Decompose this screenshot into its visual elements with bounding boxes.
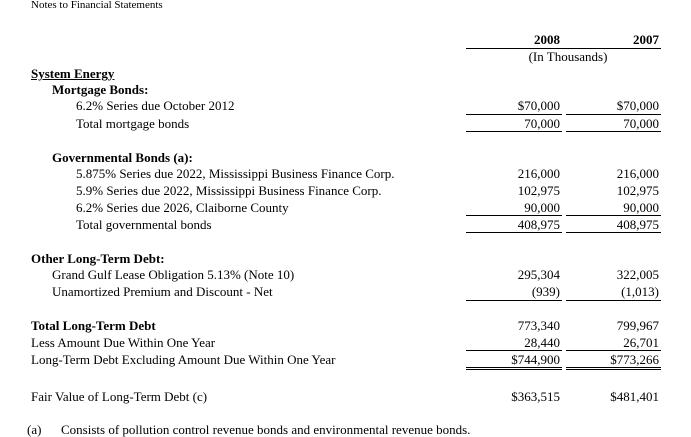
double-rule xyxy=(566,367,661,368)
other-debt-row-label: Unamortized Premium and Discount - Net xyxy=(52,284,273,299)
mortgage-total-2008: 70,000 xyxy=(524,116,560,131)
total-rule xyxy=(466,131,562,132)
footnote-text: Consists of pollution control revenue bonds and environmental revenue bonds. xyxy=(61,422,471,437)
footnote-marker: (a) xyxy=(27,422,42,437)
fair-value-2008: $363,515 xyxy=(511,389,560,404)
page-header: Notes to Financial Statements xyxy=(31,0,163,11)
total-rule xyxy=(566,131,661,132)
total-long-term-debt-2008: 773,340 xyxy=(517,318,560,333)
section-title-system-energy: System Energy xyxy=(31,66,115,81)
subtotal-rule xyxy=(466,350,562,351)
governmental-total-2007: 408,975 xyxy=(616,217,659,232)
other-debt-row-2008: (939) xyxy=(531,284,560,299)
mortgage-total-label: Total mortgage bonds xyxy=(76,116,190,131)
total-long-term-debt-label: Total Long-Term Debt xyxy=(31,318,156,333)
other-debt-row-label: Grand Gulf Lease Obligation 5.13% (Note 10) xyxy=(52,267,295,282)
current-portion-2008: 28,440 xyxy=(524,335,560,350)
net-long-term-debt-2008: $744,900 xyxy=(511,352,560,367)
governmental-row-2008: 90,000 xyxy=(524,200,560,215)
governmental-bonds-heading: Governmental Bonds (a): xyxy=(52,150,193,165)
total-rule xyxy=(566,232,661,233)
governmental-row-label: 5.9% Series due 2022, Mississippi Business Finance Corp. xyxy=(76,183,382,198)
subtotal-rule xyxy=(466,114,562,115)
other-debt-heading: Other Long-Term Debt: xyxy=(31,251,165,266)
other-debt-row-2008: 295,304 xyxy=(517,267,560,282)
net-long-term-debt-2007: $773,266 xyxy=(610,352,659,367)
column-header-2008: 2008 xyxy=(534,32,560,47)
governmental-total-label: Total governmental bonds xyxy=(76,217,212,232)
governmental-row-2008: 216,000 xyxy=(517,166,560,181)
governmental-row-2007: 90,000 xyxy=(623,200,659,215)
subtotal-rule xyxy=(466,300,562,301)
governmental-total-2008: 408,975 xyxy=(517,217,560,232)
net-long-term-debt-label: Long-Term Debt Excluding Amount Due Within One Year xyxy=(31,352,336,367)
fair-value-label: Fair Value of Long-Term Debt (c) xyxy=(31,389,208,404)
subtotal-rule xyxy=(566,350,661,351)
double-rule xyxy=(566,369,661,370)
subtotal-rule xyxy=(466,215,562,216)
governmental-row-2008: 102,975 xyxy=(517,183,560,198)
double-rule xyxy=(466,369,562,370)
subtotal-rule xyxy=(566,300,661,301)
governmental-row-2007: 102,975 xyxy=(616,183,659,198)
fair-value-2007: $481,401 xyxy=(610,389,659,404)
total-long-term-debt-2007: 799,967 xyxy=(616,318,659,333)
subtotal-rule xyxy=(566,114,661,115)
current-portion-label: Less Amount Due Within One Year xyxy=(31,335,216,350)
mortgage-row-label: 6.2% Series due October 2012 xyxy=(76,98,235,113)
governmental-row-label: 5.875% Series due 2022, Mississippi Business Finance Corp. xyxy=(76,166,395,181)
column-header-2007: 2007 xyxy=(633,32,659,47)
subtotal-rule xyxy=(566,215,661,216)
units-label: (In Thousands) xyxy=(528,49,608,64)
mortgage-total-2007: 70,000 xyxy=(623,116,659,131)
total-rule xyxy=(466,232,562,233)
mortgage-bonds-heading: Mortgage Bonds: xyxy=(52,82,149,97)
mortgage-row-2007: $70,000 xyxy=(616,98,659,113)
governmental-row-2007: 216,000 xyxy=(616,166,659,181)
governmental-row-label: 6.2% Series due 2026, Claiborne County xyxy=(76,200,289,215)
other-debt-row-2007: (1,013) xyxy=(621,284,659,299)
other-debt-row-2007: 322,005 xyxy=(616,267,659,282)
double-rule xyxy=(466,367,562,368)
mortgage-row-2008: $70,000 xyxy=(517,98,560,113)
current-portion-2007: 26,701 xyxy=(623,335,659,350)
